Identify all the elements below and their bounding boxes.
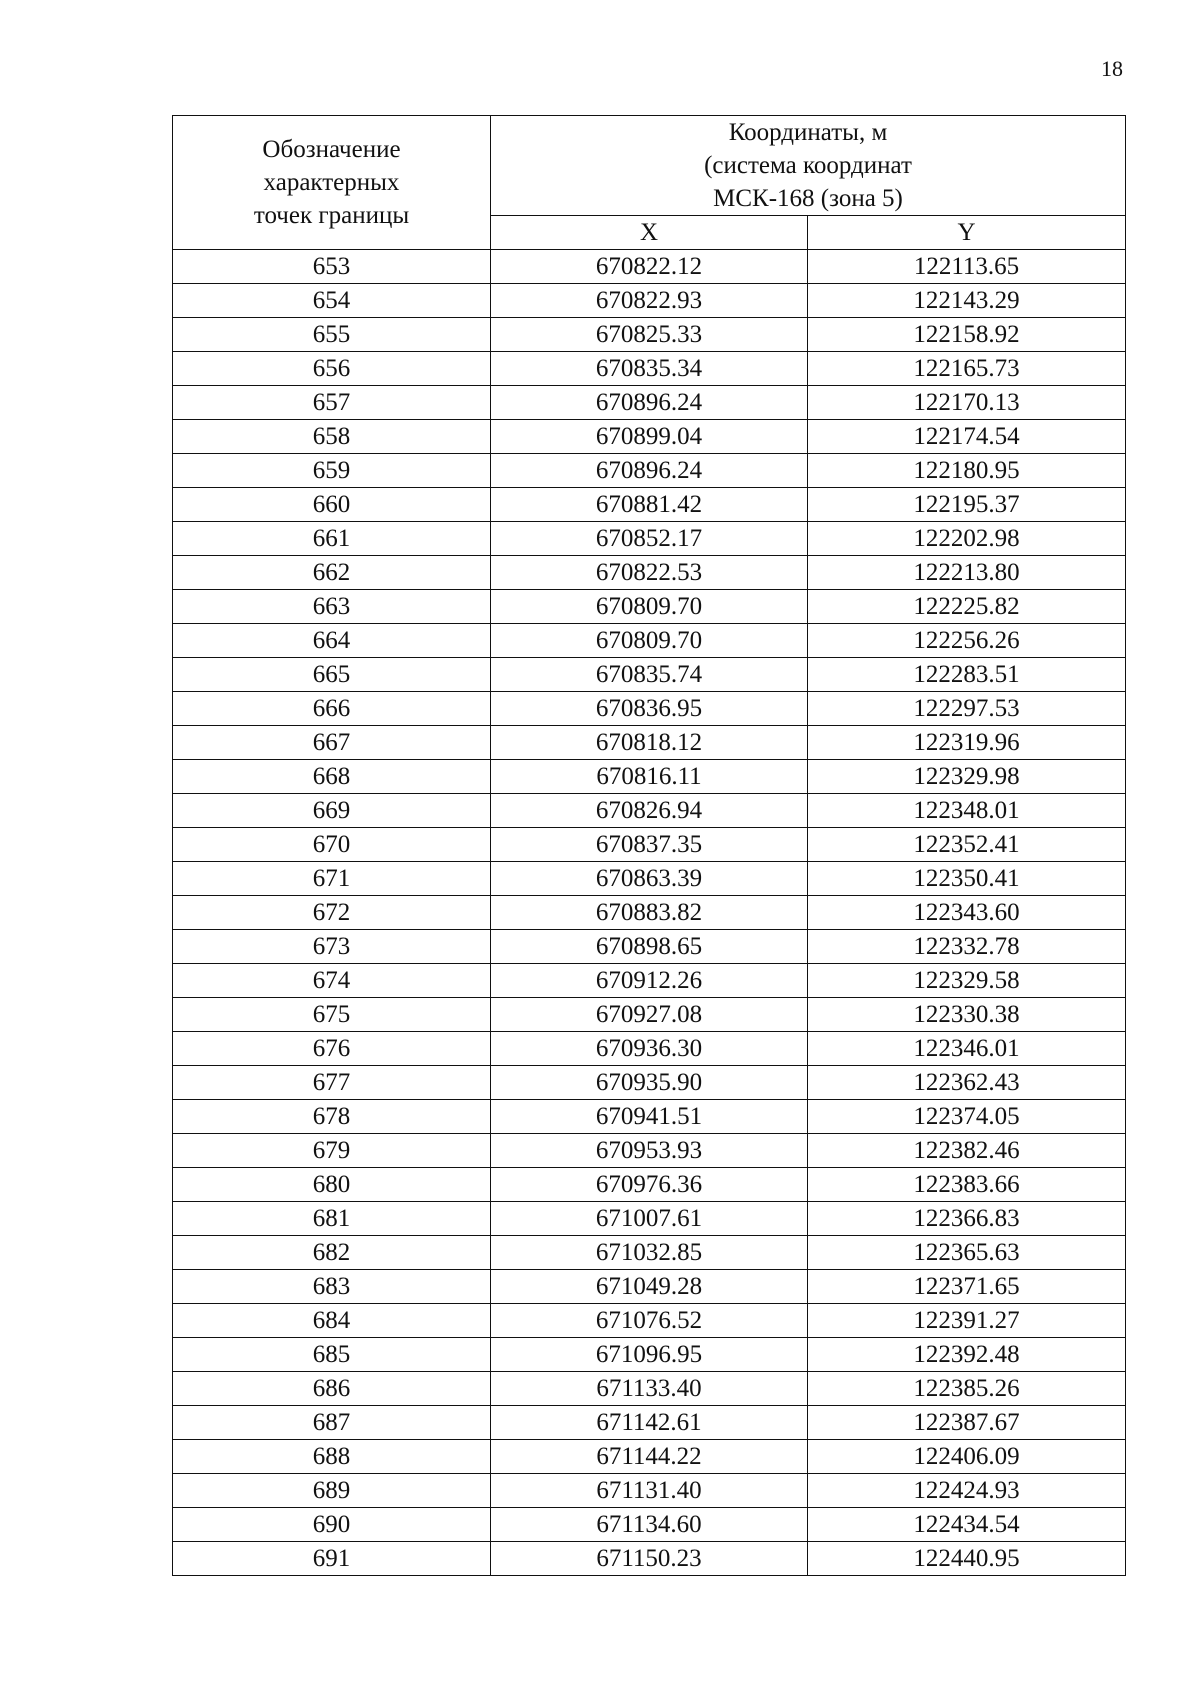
table-row: [173, 862, 1126, 896]
point-number-cell: 688: [173, 1440, 491, 1474]
y-coordinate-cell: 122348.01: [808, 794, 1126, 828]
x-coordinate-cell: 670935.90: [491, 1066, 808, 1100]
point-number-cell: 655: [173, 318, 491, 352]
x-coordinate-cell: 670826.94: [491, 794, 808, 828]
table-body: [173, 250, 1126, 1576]
y-coordinate-cell: 122385.26: [808, 1372, 1126, 1406]
x-coordinate-cell: 670927.08: [491, 998, 808, 1032]
point-number-cell: 653: [173, 250, 491, 284]
table-row: [173, 658, 1126, 692]
table-row: [173, 1134, 1126, 1168]
point-number-cell: 661: [173, 522, 491, 556]
y-coordinate-cell: 122174.54: [808, 420, 1126, 454]
y-column-header: Y: [808, 216, 1126, 250]
y-coordinate-cell: 122391.27: [808, 1304, 1126, 1338]
x-coordinate-cell: 670835.74: [491, 658, 808, 692]
x-coordinate-cell: 670825.33: [491, 318, 808, 352]
table-row: [173, 794, 1126, 828]
point-number-cell: 667: [173, 726, 491, 760]
point-header-line-2: характерных: [263, 169, 400, 196]
y-coordinate-cell: 122225.82: [808, 590, 1126, 624]
y-coordinate-cell: 122392.48: [808, 1338, 1126, 1372]
x-coordinate-cell: 671150.23: [491, 1542, 808, 1576]
coords-header-line-3: МСК-168 (зона 5): [713, 185, 903, 212]
table-row: [173, 930, 1126, 964]
point-number-cell: 659: [173, 454, 491, 488]
point-number-cell: 668: [173, 760, 491, 794]
table-row: [173, 454, 1126, 488]
point-number-cell: 671: [173, 862, 491, 896]
y-coordinate-cell: 122202.98: [808, 522, 1126, 556]
table-header: [173, 116, 1126, 250]
x-coordinate-cell: 670822.53: [491, 556, 808, 590]
table-row: [173, 386, 1126, 420]
table-row: [173, 1338, 1126, 1372]
point-number-cell: 691: [173, 1542, 491, 1576]
y-coordinate-cell: 122330.38: [808, 998, 1126, 1032]
point-number-cell: 686: [173, 1372, 491, 1406]
point-number-cell: 673: [173, 930, 491, 964]
y-coordinate-cell: 122165.73: [808, 352, 1126, 386]
x-coordinate-cell: 670863.39: [491, 862, 808, 896]
table-row: [173, 624, 1126, 658]
y-coordinate-cell: 122434.54: [808, 1508, 1126, 1542]
y-coordinate-cell: 122346.01: [808, 1032, 1126, 1066]
y-coordinate-cell: 122329.58: [808, 964, 1126, 998]
table-row: [173, 420, 1126, 454]
x-coordinate-cell: 670822.93: [491, 284, 808, 318]
y-coordinate-cell: 122180.95: [808, 454, 1126, 488]
table-row: [173, 1372, 1126, 1406]
point-number-cell: 680: [173, 1168, 491, 1202]
table-row: [173, 250, 1126, 284]
y-coordinate-cell: 122170.13: [808, 386, 1126, 420]
y-coordinate-cell: 122343.60: [808, 896, 1126, 930]
y-coordinate-cell: 122382.46: [808, 1134, 1126, 1168]
point-number-cell: 675: [173, 998, 491, 1032]
y-coordinate-cell: 122440.95: [808, 1542, 1126, 1576]
point-number-cell: 662: [173, 556, 491, 590]
table-row: [173, 1508, 1126, 1542]
x-coordinate-cell: 671131.40: [491, 1474, 808, 1508]
y-coordinate-cell: 122283.51: [808, 658, 1126, 692]
point-number-cell: 654: [173, 284, 491, 318]
x-coordinate-cell: 670941.51: [491, 1100, 808, 1134]
x-coordinate-cell: 670936.30: [491, 1032, 808, 1066]
table-row: [173, 522, 1126, 556]
point-number-cell: 684: [173, 1304, 491, 1338]
x-coordinate-cell: 670976.36: [491, 1168, 808, 1202]
point-number-cell: 679: [173, 1134, 491, 1168]
x-coordinate-cell: 670899.04: [491, 420, 808, 454]
point-number-cell: 669: [173, 794, 491, 828]
x-coordinate-cell: 670852.17: [491, 522, 808, 556]
table-row: [173, 726, 1126, 760]
table-row: [173, 828, 1126, 862]
x-coordinate-cell: 670896.24: [491, 454, 808, 488]
point-number-cell: 660: [173, 488, 491, 522]
coords-header-line-2: (система координат: [704, 152, 912, 179]
y-coordinate-cell: 122350.41: [808, 862, 1126, 896]
table-row: [173, 590, 1126, 624]
point-number-cell: 687: [173, 1406, 491, 1440]
point-number-cell: 670: [173, 828, 491, 862]
y-coordinate-cell: 122365.63: [808, 1236, 1126, 1270]
x-coordinate-cell: 671049.28: [491, 1270, 808, 1304]
coords-header-line-1: Координаты, м: [728, 119, 888, 146]
x-coordinate-cell: 670896.24: [491, 386, 808, 420]
y-coordinate-cell: 122213.80: [808, 556, 1126, 590]
x-coordinate-cell: 671134.60: [491, 1508, 808, 1542]
table-row: [173, 1474, 1126, 1508]
x-coordinate-cell: 671007.61: [491, 1202, 808, 1236]
table-row: [173, 352, 1126, 386]
x-coordinate-cell: 671144.22: [491, 1440, 808, 1474]
x-coordinate-cell: 671096.95: [491, 1338, 808, 1372]
point-number-cell: 657: [173, 386, 491, 420]
table-row: [173, 964, 1126, 998]
table-row: [173, 1202, 1126, 1236]
point-number-cell: 665: [173, 658, 491, 692]
table-row: [173, 318, 1126, 352]
x-coordinate-cell: 670881.42: [491, 488, 808, 522]
table-row: [173, 1270, 1126, 1304]
point-number-cell: 690: [173, 1508, 491, 1542]
x-coordinate-cell: 670835.34: [491, 352, 808, 386]
point-header-line-1: Обозначение: [262, 136, 401, 163]
table-row: [173, 1236, 1126, 1270]
point-number-cell: 664: [173, 624, 491, 658]
y-coordinate-cell: 122329.98: [808, 760, 1126, 794]
table-row: [173, 998, 1126, 1032]
y-coordinate-cell: 122374.05: [808, 1100, 1126, 1134]
point-designation-header: [173, 116, 491, 250]
y-coordinate-cell: 122113.65: [808, 250, 1126, 284]
y-coordinate-cell: 122387.67: [808, 1406, 1126, 1440]
table-row: [173, 1304, 1126, 1338]
x-coordinate-cell: 670953.93: [491, 1134, 808, 1168]
table-row: [173, 692, 1126, 726]
point-number-cell: 663: [173, 590, 491, 624]
y-coordinate-cell: 122297.53: [808, 692, 1126, 726]
y-coordinate-cell: 122143.29: [808, 284, 1126, 318]
y-coordinate-cell: 122158.92: [808, 318, 1126, 352]
y-coordinate-cell: 122424.93: [808, 1474, 1126, 1508]
y-coordinate-cell: 122362.43: [808, 1066, 1126, 1100]
y-coordinate-cell: 122406.09: [808, 1440, 1126, 1474]
y-coordinate-cell: 122256.26: [808, 624, 1126, 658]
x-column-header: X: [491, 216, 808, 250]
point-number-cell: 658: [173, 420, 491, 454]
table-row: [173, 1406, 1126, 1440]
x-coordinate-cell: 670898.65: [491, 930, 808, 964]
y-coordinate-cell: 122195.37: [808, 488, 1126, 522]
table-row: [173, 1100, 1126, 1134]
table-row: [173, 760, 1126, 794]
coordinates-header: [491, 116, 1126, 216]
point-number-cell: 683: [173, 1270, 491, 1304]
page-number: 18: [1101, 56, 1123, 81]
point-number-cell: 689: [173, 1474, 491, 1508]
table-row: [173, 896, 1126, 930]
y-coordinate-cell: 122332.78: [808, 930, 1126, 964]
x-coordinate-cell: 670809.70: [491, 590, 808, 624]
table-row: [173, 1542, 1126, 1576]
x-coordinate-cell: 670912.26: [491, 964, 808, 998]
coordinates-table: [172, 115, 1126, 1576]
x-coordinate-cell: 670883.82: [491, 896, 808, 930]
x-coordinate-cell: 671142.61: [491, 1406, 808, 1440]
y-coordinate-cell: 122366.83: [808, 1202, 1126, 1236]
x-coordinate-cell: 670822.12: [491, 250, 808, 284]
point-number-cell: 677: [173, 1066, 491, 1100]
x-coordinate-cell: 670836.95: [491, 692, 808, 726]
table-row: [173, 284, 1126, 318]
x-coordinate-cell: 670809.70: [491, 624, 808, 658]
y-coordinate-cell: 122383.66: [808, 1168, 1126, 1202]
y-coordinate-cell: 122352.41: [808, 828, 1126, 862]
table-row: [173, 1440, 1126, 1474]
x-coordinate-cell: 670816.11: [491, 760, 808, 794]
y-coordinate-cell: 122319.96: [808, 726, 1126, 760]
x-coordinate-cell: 671133.40: [491, 1372, 808, 1406]
point-number-cell: 681: [173, 1202, 491, 1236]
table-row: [173, 1032, 1126, 1066]
x-coordinate-cell: 671032.85: [491, 1236, 808, 1270]
x-coordinate-cell: 670818.12: [491, 726, 808, 760]
point-number-cell: 674: [173, 964, 491, 998]
point-header-line-3: точек границы: [253, 202, 410, 229]
point-number-cell: 678: [173, 1100, 491, 1134]
point-number-cell: 682: [173, 1236, 491, 1270]
point-number-cell: 666: [173, 692, 491, 726]
point-number-cell: 685: [173, 1338, 491, 1372]
table-row: [173, 488, 1126, 522]
point-number-cell: 672: [173, 896, 491, 930]
point-number-cell: 656: [173, 352, 491, 386]
point-number-cell: 676: [173, 1032, 491, 1066]
table-row: [173, 556, 1126, 590]
x-coordinate-cell: 670837.35: [491, 828, 808, 862]
y-coordinate-cell: 122371.65: [808, 1270, 1126, 1304]
x-coordinate-cell: 671076.52: [491, 1304, 808, 1338]
table-row: [173, 1168, 1126, 1202]
table-row: [173, 1066, 1126, 1100]
